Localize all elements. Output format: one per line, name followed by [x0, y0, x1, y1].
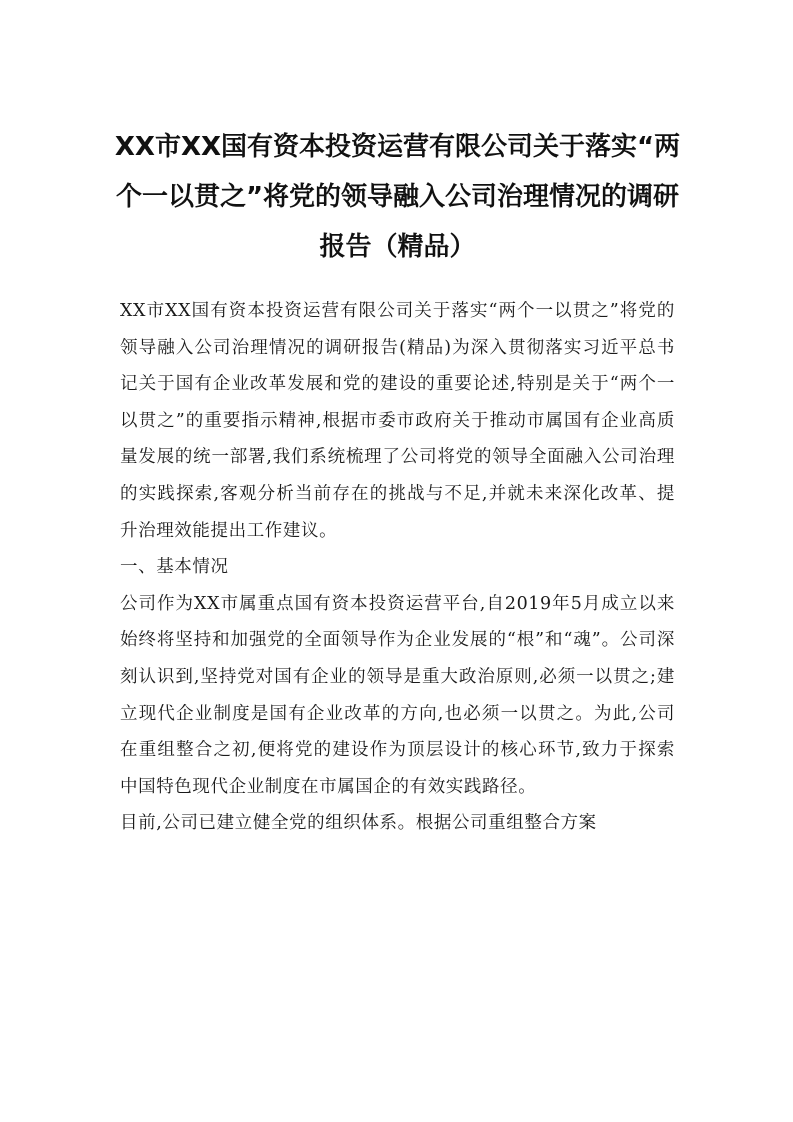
intro-paragraph: XX市XX国有资本投资运营有限公司关于落实“两个一以贯之”将党的领导融入公司治理情况的调研报告(精品)为深入贯彻落实习近平总书记关于国有企业改革发展和党的建设的重要论述,特别是关于“两个一以贯之”的重要指示精神,根据市委市政府关于推动市属国有企业高质量发展的统一部署,我们系统梳理了公司将党的领导全面融入公司治理的实践探索,客观分析当前存在的挑战与不足,并就未来深化改革、提升治理效能提出工作建议。: [120, 301, 675, 541]
section-paragraph-2: 目前,公司已建立健全党的组织体系。根据公司重组整合方案: [120, 813, 597, 834]
section-paragraph-1: 公司作为XX市属重点国有资本投资运营平台,自2019年5月成立以来始终将坚持和加强党的全面领导作为企业发展的“根”和“魂”。公司深刻认识到,坚持党对国有企业的领导是重大政治原则,必须一以贯之;建立现代企业制度是国有企业改革的方向,也必须一以贯之。为此,公司在重组整合之初,便将党的建设作为顶层设计的核心环节,致力于探索中国特色现代企业制度在市属国企的有效实践路径。: [120, 593, 675, 797]
document-title: XX市XX国有资本投资运营有限公司关于落实“两个一以贯之”将党的领导融入公司治理情况的调研报告（精品）: [114, 132, 681, 262]
section-heading: 一、基本情况: [120, 557, 229, 578]
document-body: [120, 293, 675, 842]
